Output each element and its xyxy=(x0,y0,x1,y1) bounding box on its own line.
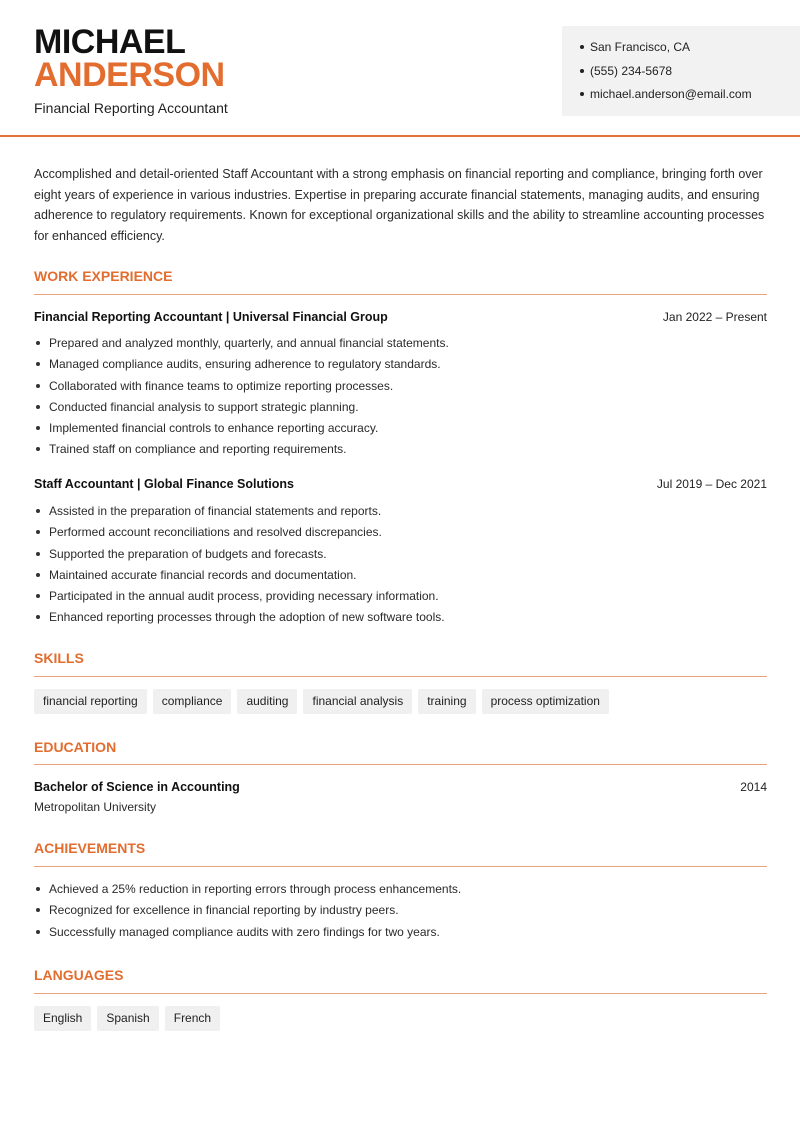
list-item: Supported the preparation of budgets and forecasts. xyxy=(34,546,445,567)
list-item: Prepared and analyzed monthly, quarterly, and annual financial statements. xyxy=(34,335,449,356)
bullet-icon xyxy=(580,45,584,49)
section-title-achievements: ACHIEVEMENTS xyxy=(34,840,146,856)
contact-location: San Francisco, CA xyxy=(580,39,800,63)
language-chip: Spanish xyxy=(97,1006,158,1031)
resume-header xyxy=(0,0,800,137)
contact-phone: (555) 234-5678 xyxy=(580,63,800,87)
school-name: Metropolitan University xyxy=(34,800,157,814)
job-dates: Jan 2022 – Present xyxy=(662,310,767,324)
section-divider xyxy=(34,294,767,295)
bullet-icon xyxy=(36,930,40,934)
bullet-icon xyxy=(36,447,40,451)
education-header xyxy=(34,780,767,794)
bullet-icon xyxy=(36,509,40,513)
graduation-year: 2014 xyxy=(740,780,767,794)
section-title-skills: SKILLS xyxy=(34,650,84,666)
skills-list xyxy=(34,689,609,714)
job-header xyxy=(34,477,767,491)
contact-email[interactable]: michael.anderson@email.com xyxy=(580,86,800,110)
bullet-icon xyxy=(580,69,584,73)
summary: Accomplished and detail-oriented Staff Accountant with a strong emphasis on financial reporting and compliance, bringing forth over eight years of experience in various industries. Expertise in preparing accurate financial statements, managing audits, and ensuring adherence to regulatory requirements. Known for exceptional organizational skills and the ability to streamline accounting processes for enhanced efficiency. xyxy=(34,167,765,244)
bullet-icon xyxy=(36,426,40,430)
skill-chip: financial analysis xyxy=(303,689,412,714)
job-bullets xyxy=(34,503,445,631)
section-title-languages: LANGUAGES xyxy=(34,967,124,983)
job-dates: Jul 2019 – Dec 2021 xyxy=(656,477,767,491)
section-divider xyxy=(34,866,767,867)
list-item: Maintained accurate financial records and documentation. xyxy=(34,567,445,588)
contact-box xyxy=(562,26,800,116)
bullet-icon xyxy=(36,615,40,619)
bullet-icon xyxy=(36,594,40,598)
bullet-icon xyxy=(36,887,40,891)
skill-chip: financial reporting xyxy=(34,689,147,714)
language-chip: English xyxy=(34,1006,91,1031)
last-name: ANDERSON xyxy=(34,56,225,94)
first-name: MICHAEL xyxy=(34,23,186,61)
job-header xyxy=(34,310,767,324)
bullet-icon xyxy=(36,362,40,366)
bullet-icon xyxy=(36,573,40,577)
list-item: Participated in the annual audit process, providing necessary information. xyxy=(34,588,445,609)
skill-chip: auditing xyxy=(237,689,297,714)
section-divider xyxy=(34,676,767,677)
list-item: Successfully managed compliance audits with zero findings for two years. xyxy=(34,924,461,945)
job-title: Financial Reporting Accountant xyxy=(34,100,228,116)
bullet-icon xyxy=(36,405,40,409)
language-chip: French xyxy=(165,1006,220,1031)
section-divider xyxy=(34,993,767,994)
list-item: Recognized for excellence in financial reporting by industry peers. xyxy=(34,902,461,923)
list-item: Collaborated with finance teams to optimize reporting processes. xyxy=(34,378,449,399)
degree: Bachelor of Science in Accounting xyxy=(34,780,240,794)
list-item: Enhanced reporting processes through the adoption of new software tools. xyxy=(34,609,445,630)
list-item: Trained staff on compliance and reporting requirements. xyxy=(34,441,449,462)
section-title-education: EDUCATION xyxy=(34,739,117,755)
languages-list xyxy=(34,1006,220,1031)
bullet-icon xyxy=(36,908,40,912)
list-item: Conducted financial analysis to support strategic planning. xyxy=(34,399,449,420)
list-item: Assisted in the preparation of financial statements and reports. xyxy=(34,503,445,524)
bullet-icon xyxy=(36,341,40,345)
job-title-company: Financial Reporting Accountant | Universal Financial Group xyxy=(34,310,388,324)
skill-chip: process optimization xyxy=(482,689,609,714)
bullet-icon xyxy=(580,92,584,96)
list-item: Implemented financial controls to enhance reporting accuracy. xyxy=(34,420,449,441)
bullet-icon xyxy=(36,384,40,388)
bullet-icon xyxy=(36,552,40,556)
list-item: Performed account reconciliations and resolved discrepancies. xyxy=(34,524,445,545)
achievements-list xyxy=(34,881,461,945)
bullet-icon xyxy=(36,530,40,534)
list-item: Managed compliance audits, ensuring adherence to regulatory standards. xyxy=(34,356,449,377)
job-bullets xyxy=(34,335,449,463)
skill-chip: training xyxy=(418,689,475,714)
job-title-company: Staff Accountant | Global Finance Solutions xyxy=(34,477,294,491)
section-divider xyxy=(34,764,767,765)
section-title-work: WORK EXPERIENCE xyxy=(34,268,173,284)
list-item: Achieved a 25% reduction in reporting errors through process enhancements. xyxy=(34,881,461,902)
skill-chip: compliance xyxy=(153,689,232,714)
